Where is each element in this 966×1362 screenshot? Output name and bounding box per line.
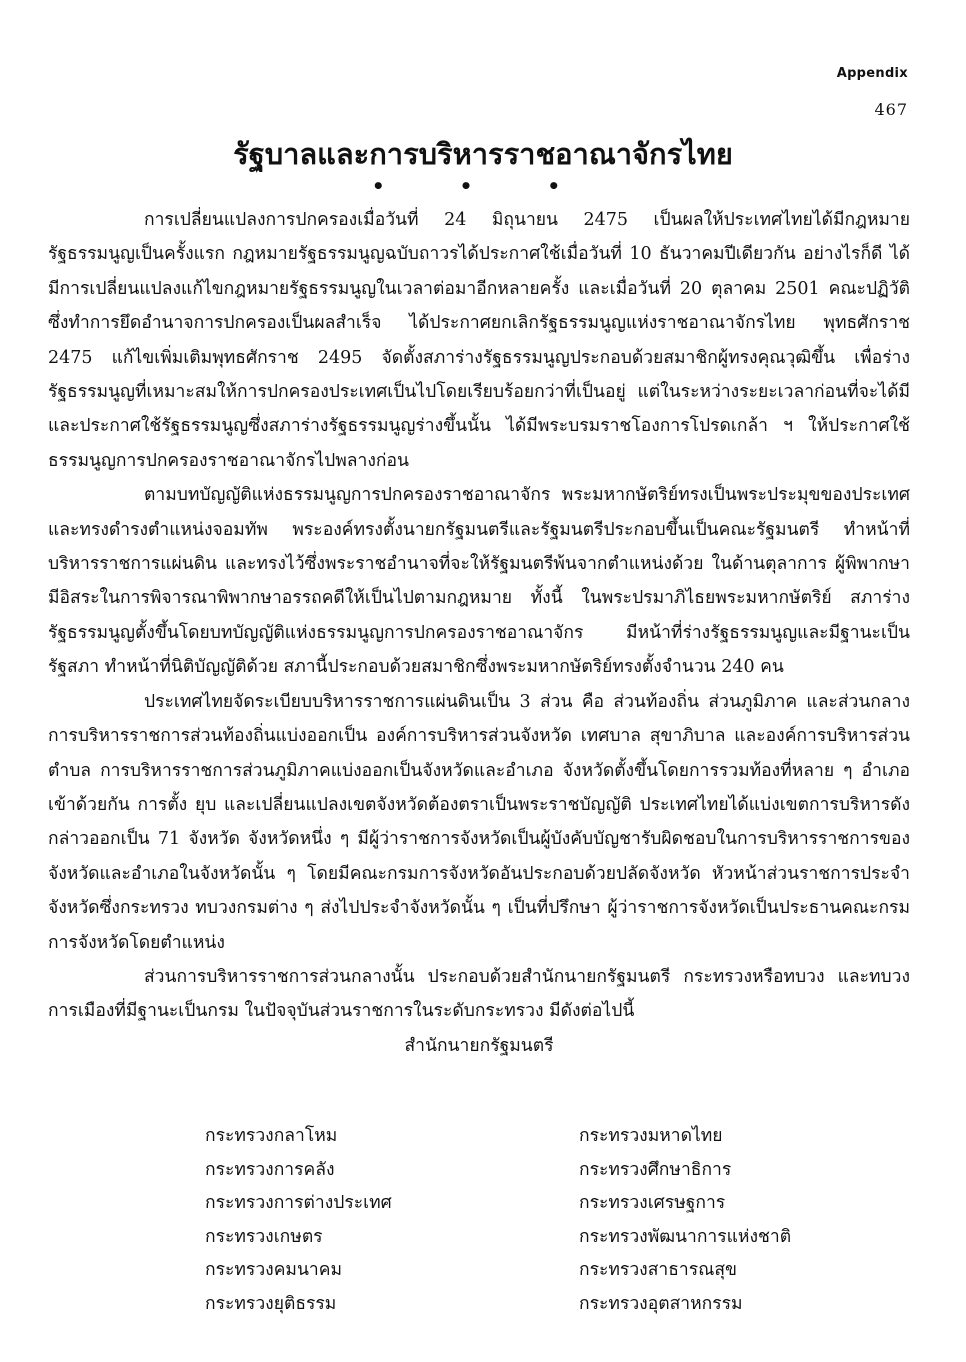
ministry-list: [205, 1120, 845, 1321]
list-item: กระทรวงกลาโหม: [205, 1126, 338, 1146]
list-item: กระทรวงการคลัง: [205, 1159, 335, 1180]
list-item: กระทรวงสาธารณสุข: [579, 1260, 737, 1280]
office-heading: สำนักนายกรัฐมนตรี: [404, 1035, 554, 1056]
list-item: กระทรวงเศรษฐการ: [579, 1193, 726, 1213]
list-item: กระทรวงศึกษาธิการ: [579, 1159, 732, 1180]
list-item: กระทรวงพัฒนาการแห่งชาติ: [579, 1226, 792, 1247]
list-item: กระทรวงยุติธรรม: [205, 1293, 337, 1314]
paragraph-central-administration: ส่วนการบริหารราชการส่วนกลางนั้น ประกอบด้วยสำนักนายกรัฐมนตรี กระทรวงหรือทบวง และทบวงการเมืองที่มีฐานะเป็นกรม ในปัจจุบันส่วนราชการในระดับกระทรวง มีดังต่อไปนี้: [48, 966, 910, 1022]
list-item: กระทรวงเกษตร: [205, 1226, 323, 1247]
list-item: กระทรวงการต่างประเทศ: [205, 1193, 392, 1213]
page-title: รัฐบาลและการบริหารราชอาณาจักรไทย: [233, 137, 733, 171]
list-item: กระทรวงมหาดไทย: [579, 1126, 723, 1146]
section-separator: • • •: [371, 174, 595, 198]
document-body: [48, 203, 910, 1063]
paragraph-charter-provisions: ตามบทบัญญัติแห่งธรรมนูญการปกครองราชอาณาจักร พระมหากษัตริย์ทรงเป็นพระประมุขของประเทศ และทรงดำรงตำแหน่งจอมทัพ พระองค์ทรงตั้งนายกรัฐมนตรีและรัฐมนตรีประกอบขึ้นเป็นคณะรัฐมนตรี ทำหน้าที่บริหารราชการแผ่นดิน และทรงไว้ซึ่งพระราชอำนาจที่จะให้รัฐมนตรีพ้นจากตำแหน่งด้วย ในด้านตุลาการ ผู้พิพากษามีอิสระในการพิจารณาพิพากษาอรรถคดีให้เป็นไปตามกฎหมาย ทั้งนี้ ในพระปรมาภิไธยพระมหากษัตริย์ สภาร่างรัฐธรรมนูญตั้งขึ้นโดยบทบัญญัติแห่งธรรมนูญการปกครองราชอาณาจักร มีหน้าที่ร่างรัฐธรรมนูญและมีฐานะเป็นรัฐสภา ทำหน้าที่นิติบัญญัติด้วย สภานี้ประกอบด้วยสมาชิกซึ่งพระมหากษัตริย์ทรงตั้งจำนวน 240 คน: [48, 485, 910, 678]
page-number: 467: [874, 100, 908, 119]
paragraph-constitution-history: การเปลี่ยนแปลงการปกครองเมื่อวันที่ 24 มิถุนายน 2475 เป็นผลให้ประเทศไทยได้มีกฎหมายรัฐธรรมนูญเป็นครั้งแรก กฎหมายรัฐธรรมนูญฉบับถาวรได้ประกาศใช้เมื่อวันที่ 10 ธันวาคมปีเดียวกัน อย่างไรก็ดี ได้มีการเปลี่ยนแปลงแก้ไขกฎหมายรัฐธรรมนูญในเวลาต่อมาอีกหลายครั้ง และเมื่อวันที่ 20 ตุลาคม 2501 คณะปฏิวัติซึ่งทำการยึดอำนาจการปกครองเป็นผลสำเร็จ ได้ประกาศยกเลิกรัฐธรรมนูญแห่งราชอาณาจักรไทย พุทธศักราช 2475 แก้ไขเพิ่มเติมพุทธศักราช 2495 จัดตั้งสภาร่างรัฐธรรมนูญประกอบด้วยสมาชิกผู้ทรงคุณวุฒิขึ้น เพื่อร่างรัฐธรรมนูญที่เหมาะสมให้การปกครองประเทศเป็นไปโดยเรียบร้อยกว่าที่เป็นอยู่ แต่ในระหว่างระยะเวลาก่อนที่จะได้มีและประกาศใช้รัฐธรรมนูญซึ่งสภาร่างรัฐธรรมนูญร่างขึ้นนั้น ได้มีพระบรมราชโองการโปรดเกล้า ฯ ให้ประกาศใช้ธรรมนูญการปกครองราชอาณาจักรไปพลางก่อน: [48, 210, 910, 471]
appendix-label: Appendix: [836, 66, 908, 81]
list-item: กระทรวงอุตสาหกรรม: [579, 1293, 743, 1314]
list-item: กระทรวงคมนาคม: [205, 1260, 342, 1280]
paragraph-administration-structure: ประเทศไทยจัดระเบียบบริหารราชการแผ่นดินเป็น 3 ส่วน คือ ส่วนท้องถิ่น ส่วนภูมิภาค และส่วนกลาง การบริหารราชการส่วนท้องถิ่นแบ่งออกเป็น องค์การบริหารส่วนจังหวัด เทศบาล สุขาภิบาล และองค์การบริหารส่วนตำบล การบริหารราชการส่วนภูมิภาคแบ่งออกเป็นจังหวัดและอำเภอ จังหวัดตั้งขึ้นโดยการรวมท้องที่หลาย ๆ อำเภอเข้าด้วยกัน การตั้ง ยุบ และเปลี่ยนแปลงเขตจังหวัดต้องตราเป็นพระราชบัญญัติ ประเทศไทยได้แบ่งเขตการบริหารดังกล่าวออกเป็น 71 จังหวัด จังหวัดหนึ่ง ๆ มีผู้ว่าราชการจังหวัดเป็นผู้บังคับบัญชารับผิดชอบในการบริหารราชการของจังหวัดและอำเภอในจังหวัดนั้น ๆ โดยมีคณะกรมการจังหวัดอันประกอบด้วยปลัดจังหวัด หัวหน้าส่วนราชการประจำจังหวัดซึ่งกระทรวง ทบวงกรมต่าง ๆ ส่งไปประจำจังหวัดนั้น ๆ เป็นที่ปรึกษา ผู้ว่าราชการจังหวัดเป็นประธานคณะกรมการจังหวัดโดยตำแหน่ง: [48, 691, 910, 953]
